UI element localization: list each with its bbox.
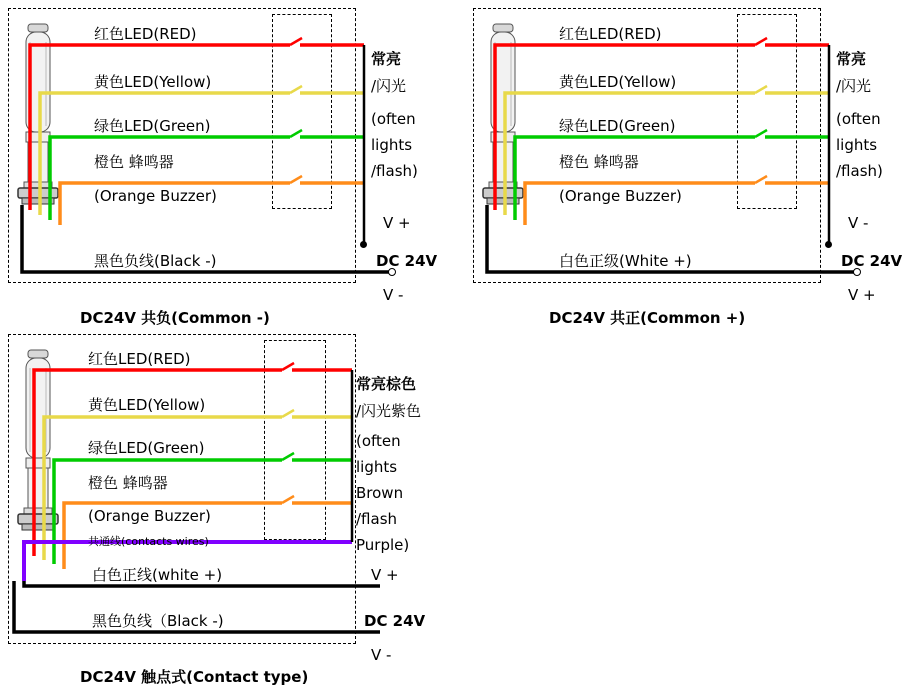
- diagram3-label-common-wire: 共通线(contacts wires): [88, 535, 209, 548]
- diagram2-node-vminus: [825, 241, 832, 248]
- diagram2-right-line-4: lights: [836, 136, 878, 154]
- diagram3-label-green: 绿色LED(Green): [88, 439, 205, 457]
- diagram-contact-type: [0, 326, 470, 686]
- diagram1-right-line-4: lights: [371, 136, 413, 154]
- diagram1-label-orange: 橙色 蜂鸣器: [94, 153, 174, 171]
- diagram1-right-line-5: /flash): [371, 162, 418, 180]
- diagram2-label-yellow: 黄色LED(Yellow): [559, 73, 677, 91]
- diagram1-label-green: 绿色LED(Green): [94, 117, 211, 135]
- diagram2-terminal-dc24v: DC 24V: [841, 252, 903, 270]
- diagram3-terminal-vminus: V -: [371, 646, 392, 664]
- diagram3-terminal-dc24v: DC 24V: [364, 612, 426, 630]
- diagram3-label-yellow: 黄色LED(Yellow): [88, 396, 206, 414]
- diagram1-wires: [0, 0, 455, 320]
- diagram1-right-line-3: (often: [371, 110, 416, 128]
- diagram-common-negative: [0, 0, 455, 327]
- diagram3-caption: DC24V 触点式(Contact type): [80, 668, 309, 686]
- diagram2-label-orange-en: (Orange Buzzer): [559, 187, 682, 205]
- diagram1-terminal-dc24v: DC 24V: [376, 252, 438, 270]
- diagram3-right-line-5: Brown: [356, 484, 404, 502]
- diagram2-label-red: 红色LED(RED): [559, 25, 662, 43]
- diagram3-right-line-6: /flash: [356, 510, 398, 528]
- diagram-common-positive: [465, 0, 919, 327]
- diagram1-label-red: 红色LED(RED): [94, 25, 197, 43]
- diagram2-right-line-3: (often: [836, 110, 881, 128]
- diagram1-label-yellow: 黄色LED(Yellow): [94, 73, 212, 91]
- diagram2-caption: DC24V 共正(Common +): [549, 309, 746, 327]
- diagram3-label-white: 白色正线(white +): [92, 566, 223, 584]
- diagram2-label-white: 白色正级(White +): [559, 252, 692, 270]
- diagram2-right-line-2: /闪光: [836, 77, 872, 95]
- diagram3-right-line-3: (often: [356, 432, 401, 450]
- diagram3-label-orange-en: (Orange Buzzer): [88, 507, 211, 525]
- diagram2-right-line-1: 常亮: [836, 50, 867, 68]
- diagram1-label-black: 黑色负线(Black -): [94, 252, 217, 270]
- diagram1-label-orange-en: (Orange Buzzer): [94, 187, 217, 205]
- diagram1-terminal-vplus: V +: [383, 214, 411, 232]
- diagram1-node-vplus: [360, 241, 367, 248]
- diagram3-label-red: 红色LED(RED): [88, 350, 191, 368]
- diagram2-right-line-5: /flash): [836, 162, 883, 180]
- diagram1-terminal-vminus: V -: [383, 286, 404, 304]
- diagram2-label-orange: 橙色 蜂鸣器: [559, 153, 639, 171]
- diagram3-right-line-7: Purple): [356, 536, 410, 554]
- diagram3-right-line-4: lights: [356, 458, 398, 476]
- diagram2-terminal-vminus: V -: [848, 214, 869, 232]
- diagram3-right-line-1: 常亮棕色: [356, 375, 417, 393]
- diagram1-caption: DC24V 共负(Common -): [80, 309, 270, 327]
- diagram1-right-line-2: /闪光: [371, 77, 407, 95]
- diagram3-right-line-2: /闪光紫色: [356, 402, 422, 420]
- diagram3-terminal-vplus: V +: [371, 566, 399, 584]
- diagram2-terminal-vplus: V +: [848, 286, 876, 304]
- diagram3-label-black: 黑色负线（Black -): [92, 612, 224, 630]
- diagram1-right-line-1: 常亮: [371, 50, 402, 68]
- diagram2-label-green: 绿色LED(Green): [559, 117, 676, 135]
- diagram2-wires: [465, 0, 919, 320]
- diagram3-label-orange: 橙色 蜂鸣器: [88, 474, 168, 492]
